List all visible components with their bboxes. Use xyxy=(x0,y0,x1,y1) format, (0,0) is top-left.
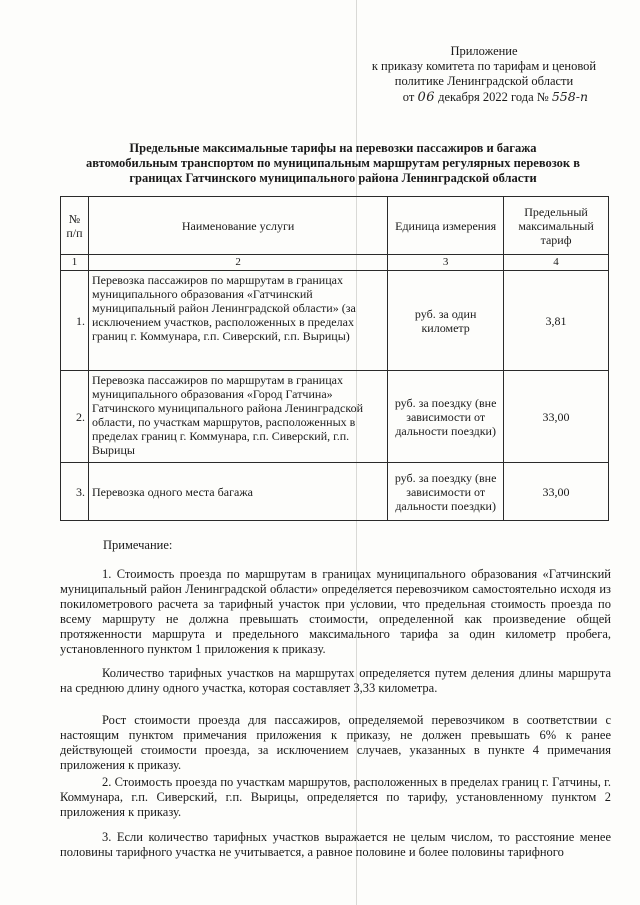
header-num: № п/п xyxy=(61,197,89,255)
appendix-order-ref: к приказу комитета по тарифам и ценовой xyxy=(371,59,597,73)
row-tariff: 33,00 xyxy=(504,371,609,463)
title-line-2: автомобильным транспортом по муниципальным маршрутам регулярных перевозок в xyxy=(85,156,581,170)
row-tariff: 33,00 xyxy=(504,463,609,521)
row-num: 2. xyxy=(61,371,89,463)
column-number: 4 xyxy=(504,255,609,271)
header-tariff: Предельный максимальный тариф xyxy=(504,197,609,255)
appendix-label: Приложение xyxy=(450,44,518,58)
note-paragraph-3: Рост стоимости проезда для пассажиров, определяемой перевозчиком в соответствии с настоящим пунктом примечания приложения к приказу, не должен превышать 6% к ранее действующей стоимости проезда, за исключением случаев, указанных в пункте 4 примечания приложения к приказу. xyxy=(60,713,611,772)
title-line-3: границах Гатчинского муниципального района Ленинградской области xyxy=(129,171,537,185)
table-row xyxy=(61,271,609,371)
column-number-row xyxy=(61,255,609,271)
note-paragraph-5: 3. Если количество тарифных участков выражается не целым числом, то расстояние менее половины тарифного участка не учитывается, а равное половине и более половины тарифного xyxy=(60,830,611,859)
appendix-date-line xyxy=(352,89,616,105)
appendix-committee: политике Ленинградской области xyxy=(394,74,574,88)
note-paragraph-1: 1. Стоимость проезда по маршрутам в границах муниципального образования «Гатчинский муниципальный район Ленинградской области» определяется перевозчиком самостоятельно исходя из покилометрового расчета за тарифный участок при условии, что предельная стоимость проезда по всему маршруту не должна превышать стоимости, определенной как произведение общей протяженности маршрута и предельного максимального тарифа за один километр пробега, установленного пунктом 1 приложения к приказу. xyxy=(60,567,611,656)
table-row xyxy=(61,463,609,521)
row-service: Перевозка одного места багажа xyxy=(88,463,387,521)
row-unit: руб. за один километр xyxy=(388,271,504,371)
row-service: Перевозка пассажиров по маршрутам в границах муниципального образования «Гатчинский муниципальный район Ленинградской области» (за исключением участков, расположенных в пределах границ г. Коммунара, г.п. Сиверский, г.п. Вырицы) xyxy=(88,271,387,371)
table-header-row xyxy=(61,197,609,255)
column-number: 2 xyxy=(88,255,387,271)
handwritten-day: 06 xyxy=(417,90,435,105)
appendix-header xyxy=(352,44,616,105)
date-prefix: от xyxy=(402,90,415,104)
row-unit: руб. за поездку (вне зависимости от дальности поездки) xyxy=(388,371,504,463)
notes-title: Примечание: xyxy=(103,538,173,552)
row-service: Перевозка пассажиров по маршрутам в границах муниципального образования «Город Гатчина» Гатчинского муниципального района Ленинградской области, по участкам маршрутов, расположенных в пределах границ г. Коммунара, г.п. Сиверский, г.п. Вырицы xyxy=(88,371,387,463)
table-row xyxy=(61,371,609,463)
row-num: 1. xyxy=(61,271,89,371)
row-unit: руб. за поездку (вне зависимости от дальности поездки) xyxy=(388,463,504,521)
row-num: 3. xyxy=(61,463,89,521)
tariffs-table xyxy=(60,196,609,521)
header-service: Наименование услуги xyxy=(88,197,387,255)
note-paragraph-2: Количество тарифных участков на маршрутах определяется путем деления длины маршрута на среднюю длину одного участка, которая составляет 3,33 километра. xyxy=(60,666,611,695)
header-unit: Единица измерения xyxy=(388,197,504,255)
document-title xyxy=(68,141,598,186)
note-paragraph-4: 2. Стоимость проезда по участкам маршрутов, расположенных в пределах границ г. Гатчины, г. Коммунара, г.п. Сиверский, г.п. Вырицы, определяется по тарифу, установленному пунктом 2 приложения к приказу. xyxy=(60,775,611,819)
column-number: 1 xyxy=(61,255,89,271)
column-number: 3 xyxy=(388,255,504,271)
row-tariff: 3,81 xyxy=(504,271,609,371)
handwritten-order-number: 558-п xyxy=(551,89,588,104)
date-month-year: декабря 2022 года № xyxy=(438,90,549,104)
title-line-1: Предельные максимальные тарифы на перевозки пассажиров и багажа xyxy=(129,141,537,155)
